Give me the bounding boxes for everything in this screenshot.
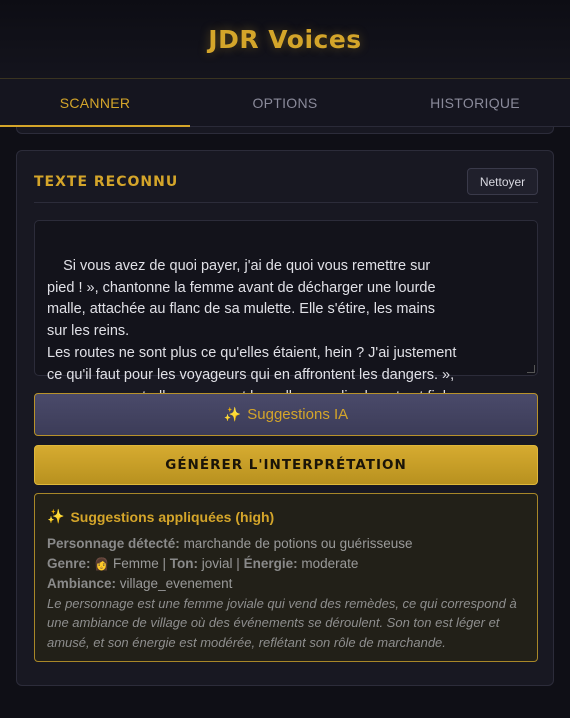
tab-scanner[interactable]: SCANNER bbox=[0, 79, 190, 126]
character-line bbox=[47, 534, 525, 554]
app-header bbox=[0, 0, 570, 78]
gender-label: Genre: bbox=[47, 555, 91, 571]
tab-bar bbox=[0, 78, 570, 127]
section-title: TEXTE RECONNU bbox=[34, 174, 179, 190]
tone-label: Ton: bbox=[169, 555, 199, 571]
woman-icon: 👩 bbox=[94, 556, 110, 571]
recognized-text-card bbox=[16, 150, 554, 686]
app-title: JDR Voices bbox=[208, 24, 362, 54]
suggestion-description: Le personnage est une femme joviale qui vend des remèdes, ce qui correspond à une ambiance de village où des événements se déroulent. Son ton est léger et amusé, et son énergie est modérée, reflétant son rôle de marchande. bbox=[47, 595, 517, 650]
voice-traits-line: Genre: 👩 Femme | Ton: jovial | Énergie: moderate bbox=[47, 555, 359, 571]
ambiance-value: village_evenement bbox=[119, 576, 233, 591]
clean-button[interactable]: Nettoyer bbox=[467, 168, 538, 195]
gender-value: Femme bbox=[113, 555, 159, 571]
ai-suggestions-button[interactable] bbox=[34, 393, 538, 436]
section-divider bbox=[34, 202, 538, 203]
recognized-text: Si vous avez de quoi payer, j'ai de quoi vous remettre sur pied ! », chantonne la femme avant de décharger une lourde malle, attachée au flanc de sa mulette. Elle s'étire, les mains sur les reins. Les routes ne sont plus ce qu'elles étaient, hein ? J'ai justement ce qu'il faut pour les voyageurs qui en affrontent les dangers. », bbox=[47, 257, 457, 383]
sparkles-icon: ✨ bbox=[47, 508, 65, 524]
tab-options[interactable]: OPTIONS bbox=[252, 94, 318, 111]
tab-historique[interactable]: HISTORIQUE bbox=[430, 94, 520, 111]
recognized-text-area[interactable] bbox=[34, 220, 538, 383]
resize-handle[interactable] bbox=[527, 365, 535, 373]
generate-interpretation-button[interactable]: GÉNÉRER L'INTERPRÉTATION bbox=[34, 445, 538, 485]
sparkles-icon: ✨ bbox=[223, 406, 242, 422]
ai-suggestions-label: Suggestions IA bbox=[247, 406, 349, 423]
applied-suggestions-panel bbox=[34, 493, 538, 662]
character-value: marchande de potions ou guérisseuse bbox=[183, 536, 413, 551]
ambiance-label: Ambiance: bbox=[47, 576, 117, 591]
previous-card-edge bbox=[16, 127, 554, 134]
character-label: Personnage détecté: bbox=[47, 536, 180, 551]
ambiance-line bbox=[47, 574, 525, 594]
tone-value: jovial bbox=[201, 555, 233, 571]
suggestions-title: Suggestions appliquées (high) bbox=[70, 508, 275, 525]
energy-label: Énergie: bbox=[243, 555, 298, 571]
energy-value: moderate bbox=[301, 555, 359, 571]
suggestions-title-row bbox=[47, 508, 525, 525]
